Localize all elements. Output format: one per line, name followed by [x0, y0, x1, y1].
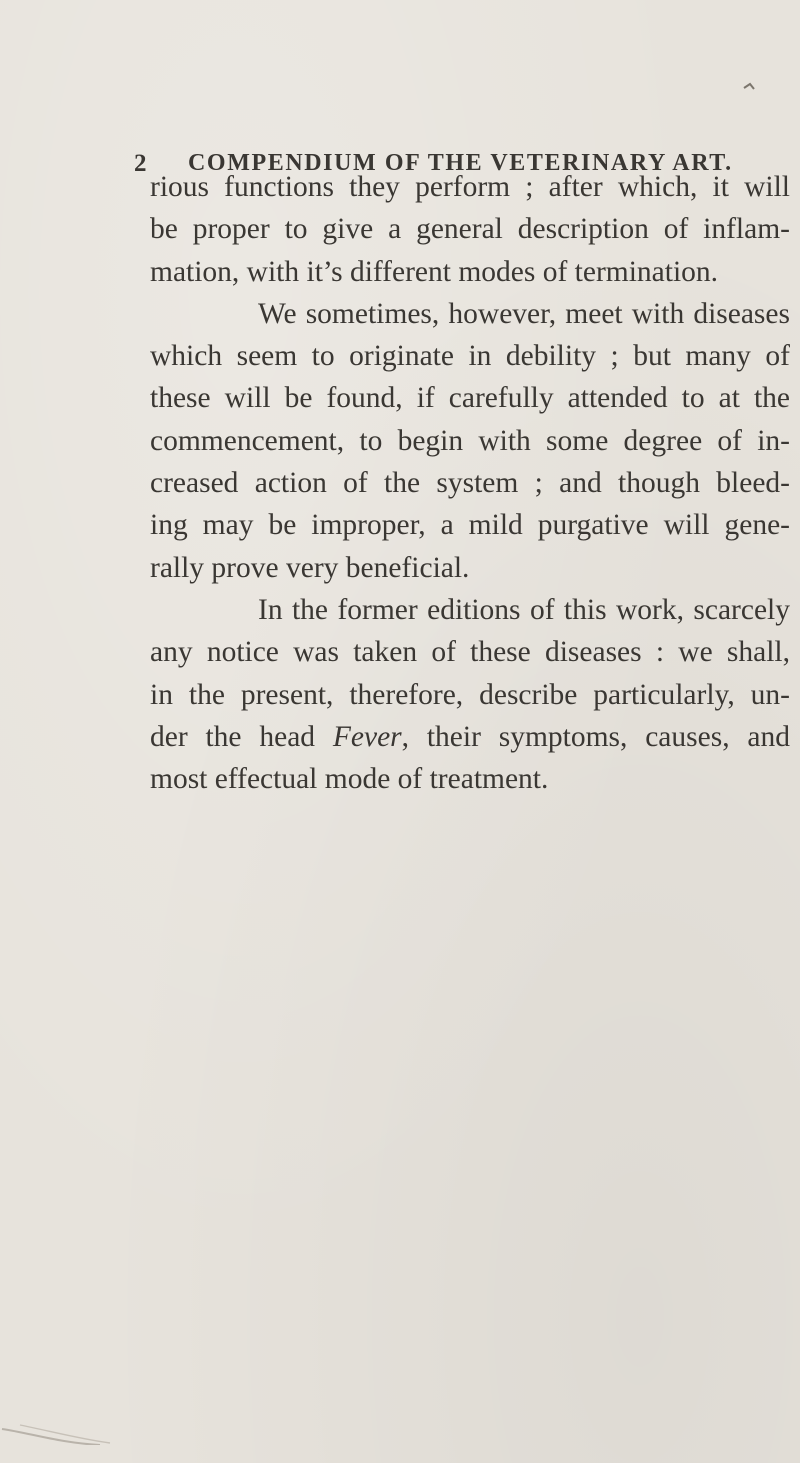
text-line: In the former editions of this work, scarcely: [258, 593, 790, 626]
text-line: most effectual mode of treatment.: [150, 763, 549, 796]
text-line: these will be found, if carefully attended to at the: [150, 382, 790, 415]
page-edge-mark: [0, 1385, 140, 1445]
body-text: [150, 166, 790, 800]
text-line-with-italic: [150, 716, 790, 758]
page-number: 2: [134, 150, 147, 177]
text-line: rally prove very beneficial.: [150, 551, 470, 584]
ink-speck: [740, 80, 760, 92]
text-line: We sometimes, however, meet with diseases: [258, 297, 790, 330]
text-line: in the present, therefore, describe particularly, un-: [150, 678, 790, 711]
text-fragment: , their symptoms, causes, and: [401, 720, 790, 753]
text-line: mation, with it’s different modes of termination.: [150, 255, 719, 288]
text-line: ing may be improper, a mild purgative will gene-: [150, 509, 790, 542]
text-line: which seem to originate in debility ; but many of: [150, 340, 790, 373]
italic-term-fever: Fever: [332, 720, 402, 753]
text-line: any notice was taken of these diseases : we shall,: [150, 636, 790, 669]
text-line: rious functions they perform ; after which, it will: [150, 171, 790, 203]
running-title: COMPENDIUM OF THE VETERINARY ART.: [188, 150, 733, 176]
text-line: commencement, to begin with some degree of in-: [150, 424, 790, 457]
text-fragment: der the head: [150, 720, 333, 753]
text-line: creased action of the system ; and though bleed-: [150, 467, 790, 500]
text-line: be proper to give a general description of inflam-: [150, 213, 790, 246]
